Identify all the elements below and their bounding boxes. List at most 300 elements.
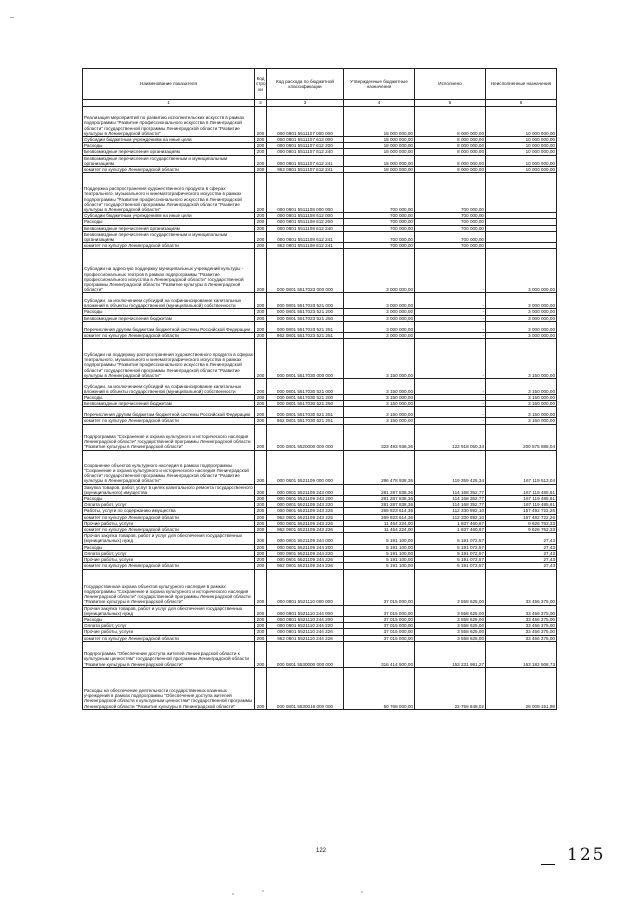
indicator-name-cell: Субсидии, за исключением субсидий на софинансирование капитальных вложений в объекты государственной (муниципальной) собственности	[83, 379, 255, 395]
classification-code-cell: 962 0801 5521109 244 226	[267, 563, 344, 569]
unexecuted-amount-cell: 3 150 000,00	[486, 379, 557, 395]
table-header-row	[83, 69, 557, 100]
classification-code-cell: 000 0801 5517030 521 000	[267, 379, 344, 395]
executed-amount-cell: 700 000,00	[415, 219, 486, 225]
indicator-name-cell: Безвозмездные перечисления организациям	[83, 225, 255, 231]
executed-amount-cell: -	[415, 395, 486, 401]
indicator-name-cell: Расходы	[83, 395, 255, 401]
margin-mark: ‒	[10, 14, 14, 21]
unexecuted-amount-cell: 10 000 000,00	[486, 155, 557, 166]
indicator-name-cell: Субсидии, за исключением субсидий на софинансирование капитальных вложений в объекты государственной (муниципальной) собственности	[83, 293, 255, 309]
classification-code-cell: 000 0801 5520000 000 000	[267, 424, 344, 450]
classification-code-cell: 000 0801 5517023 521 251	[267, 321, 344, 332]
approved-amount-cell: 3 000 000,00	[344, 249, 415, 293]
approved-amount-cell: 18 000 000,00	[344, 155, 415, 166]
column-number: 6	[486, 100, 557, 107]
executed-amount-cell: 3 558 625,00	[415, 635, 486, 641]
executed-amount-cell: 8 000 000,00	[415, 137, 486, 143]
approved-amount-cell: 3 150 000,00	[344, 339, 415, 379]
approved-amount-cell: 700 000,00	[344, 173, 415, 213]
line-code-cell: 200	[255, 520, 267, 526]
scan-speck	[232, 893, 234, 895]
table-row	[83, 107, 557, 137]
classification-code-cell: 962 0801 5517023 521 251	[267, 332, 344, 338]
line-code-cell: 200	[255, 496, 267, 502]
indicator-name-cell: Оплата работ, услуг	[83, 623, 255, 629]
classification-code-cell: 000 0801 5511107 000 000	[267, 107, 344, 137]
classification-code-cell: 000 0801 5511108 612 240	[267, 225, 344, 231]
indicator-name-cell: Субсидии на поддержку распространения художественного продукта в сферах театрального, музыкального и кинематографического искусства в рамках подпрограммы "Развитие профессионального искусства в Ленинградской области" государственной программы Ленинградской области "Развитие культуры в Ленинградской области"	[83, 339, 255, 379]
executed-amount-cell: -	[415, 293, 486, 309]
column-number: 5	[415, 100, 486, 107]
approved-amount-cell: 18 000 000,00	[344, 143, 415, 149]
approved-amount-cell: 5 191 100,00	[344, 533, 415, 544]
classification-code-cell: 000 0801 5521109 243 226	[267, 520, 344, 526]
executed-amount-cell: 700 000,00	[415, 213, 486, 219]
indicator-name-cell: Расходы	[83, 616, 255, 622]
executed-amount-cell: 119 359 425,34	[415, 450, 486, 484]
indicator-name-cell: комитет по культуре Ленинградской области	[83, 563, 255, 569]
line-code-cell: 200	[255, 667, 267, 709]
unexecuted-amount-cell: 200 575 888,04	[486, 424, 557, 450]
column-number: 2	[255, 100, 267, 107]
unexecuted-amount-cell: 3 000 000,00	[486, 321, 557, 332]
executed-amount-cell: 700 000,00	[415, 231, 486, 242]
executed-amount-cell: 112 330 892,10	[415, 508, 486, 514]
approved-amount-cell: 3 150 000,00	[344, 379, 415, 395]
line-code-cell: 200	[255, 143, 267, 149]
indicator-name-cell: Работы, услуги по содержанию имущества	[83, 508, 255, 514]
line-code-cell: 200	[255, 225, 267, 231]
approved-amount-cell: 5 191 100,00	[344, 544, 415, 550]
line-code-cell: 200	[255, 407, 267, 418]
unexecuted-amount-cell: 3 150 000,00	[486, 418, 557, 424]
indicator-name-cell: Поддержка распространения художественного продукта в сферах театрального, музыкального и кинематографического искусства в рамках подпрограммы "Развитие профессионального искусства в Ленинградской области" государственной программы Ленинградской области "Развитие культуры в Ленинградской области"	[83, 173, 255, 213]
table-row	[83, 293, 557, 309]
approved-amount-cell: 18 000 000,00	[344, 137, 415, 143]
classification-code-cell: 000 0801 5521109 243 000	[267, 484, 344, 495]
classification-code-cell: 000 0801 5521109 243 200	[267, 496, 344, 502]
table-row	[83, 484, 557, 495]
classification-code-cell: 000 0801 5517023 521 250	[267, 315, 344, 321]
unexecuted-amount-cell: 3 150 000,00	[486, 339, 557, 379]
unexecuted-amount-cell: 33 456 375,00	[486, 616, 557, 622]
table-row	[83, 249, 557, 293]
unexecuted-amount-cell: 10 000 000,00	[486, 167, 557, 173]
approved-amount-cell: 5 191 100,00	[344, 550, 415, 556]
indicator-name-cell: Безвозмездные перечисления бюджетам	[83, 315, 255, 321]
indicator-name-cell: Прочие работы, услуги	[83, 557, 255, 563]
executed-amount-cell: -	[415, 315, 486, 321]
unexecuted-amount-cell: 3 000 000,00	[486, 315, 557, 321]
classification-code-cell: 000 0801 5511108 612 241	[267, 231, 344, 242]
classification-code-cell: 000 0801 5517030 521 200	[267, 395, 344, 401]
approved-amount-cell: 18 000 000,00	[344, 107, 415, 137]
line-code-cell: 200	[255, 173, 267, 213]
line-code-cell: 200	[255, 418, 267, 424]
approved-amount-cell: 3 000 000,00	[344, 293, 415, 309]
executed-amount-cell: -	[415, 407, 486, 418]
unexecuted-amount-cell: 10 000 000,00	[486, 143, 557, 149]
unexecuted-amount-cell: 167 119 485,61	[486, 502, 557, 508]
table-row	[83, 424, 557, 450]
line-code-cell: 200	[255, 219, 267, 225]
line-code-cell: 200	[255, 605, 267, 616]
executed-amount-cell: 3 558 625,00	[415, 629, 486, 635]
classification-code-cell: 000 0801 5521110 244 200	[267, 616, 344, 622]
executed-amount-cell: -	[415, 401, 486, 407]
unexecuted-amount-cell: 10 000 000,00	[486, 137, 557, 143]
executed-amount-cell: -	[415, 332, 486, 338]
unexecuted-amount-cell: 3 000 000,00	[486, 309, 557, 315]
approved-amount-cell: 3 000 000,00	[344, 309, 415, 315]
approved-amount-cell: 11 464 224,00	[344, 527, 415, 533]
line-code-cell: 200	[255, 155, 267, 166]
classification-code-cell: 000 0801 5517023 521 200	[267, 309, 344, 315]
executed-amount-cell: 3 558 625,00	[415, 605, 486, 616]
indicator-name-cell: Закупка товаров, работ, услуг в целях капитального ремонта государственного (муниципального) имущества	[84, 484, 253, 495]
classification-code-cell: 962 0801 5511107 612 241	[267, 167, 344, 173]
header-classification-code: Код расхода по бюджетной классификации	[267, 69, 344, 100]
classification-code-cell: 000 0801 5521110 244 226	[267, 629, 344, 635]
unexecuted-amount-cell: 167 119 513,04	[486, 450, 557, 484]
approved-amount-cell: 37 015 000,00	[344, 569, 415, 605]
classification-code-cell: 000 0801 5521109 000 000	[267, 450, 344, 484]
line-code-cell: 200	[255, 563, 267, 569]
unexecuted-amount-cell: 27,43	[486, 533, 557, 544]
approved-amount-cell: 18 000 000,00	[344, 149, 415, 155]
classification-code-cell: 962 0801 5511108 612 241	[267, 243, 344, 249]
classification-code-cell: 000 0801 5517030 521 250	[267, 401, 344, 407]
unexecuted-amount-cell: 3 000 000,00	[486, 332, 557, 338]
indicator-name-cell: Государственная охрана объектов культурного наследия в рамках подпрограммы "Сохранение и охрана культурного и исторического наследия Ленинградской области" государственной программы Ленинградской области "Развитие культуры в Ленинградской области"	[83, 569, 255, 605]
classification-code-cell: 000 0801 5511107 612 200	[267, 143, 344, 149]
table-row	[83, 569, 557, 605]
indicator-name-cell: Перечисления другим бюджетам бюджетной системы Российской Федерации	[83, 407, 255, 418]
approved-amount-cell: 5 191 100,00	[344, 563, 415, 569]
line-code-cell: 200	[255, 321, 267, 332]
unexecuted-amount-cell: 9 626 763,33	[486, 520, 557, 526]
indicator-name-cell: комитет по культуре Ленинградской области	[83, 635, 255, 641]
indicator-name-cell: Расходы	[83, 309, 255, 315]
unexecuted-amount-cell: 157 492 722,26	[486, 508, 557, 514]
page-number: 122	[316, 848, 327, 854]
indicator-name-cell: комитет по культуре Ленинградской области	[83, 167, 255, 173]
column-number: 4	[344, 100, 415, 107]
executed-amount-cell: -	[415, 249, 486, 293]
unexecuted-amount-cell: 33 456 375,00	[486, 635, 557, 641]
line-code-cell: 200	[255, 107, 267, 137]
indicator-name-cell: Прочие работы, услуги	[83, 520, 255, 526]
classification-code-cell: 000 0801 5530000 000 000	[267, 641, 344, 667]
line-code-cell: 200	[255, 550, 267, 556]
approved-amount-cell: 700 000,00	[344, 243, 415, 249]
approved-amount-cell: 269 823 614,36	[344, 508, 415, 514]
line-code-cell: 200	[255, 616, 267, 622]
unexecuted-amount-cell	[486, 173, 557, 213]
indicator-name-cell: Подпрограмма "Сохранение и охрана культурного и исторического наследия Ленинградской области" государственной программы Ленинградской области "Развитие культуры в Ленинградской области"	[83, 424, 255, 450]
classification-code-cell: 000 0801 5511107 612 241	[267, 155, 344, 166]
unexecuted-amount-cell: 3 150 000,00	[486, 401, 557, 407]
indicator-name-cell: комитет по культуре Ленинградской области	[83, 418, 255, 424]
executed-amount-cell: 8 000 000,00	[415, 155, 486, 166]
indicator-name-cell: комитет по культуре Ленинградской области	[83, 514, 255, 520]
executed-amount-cell: 3 558 625,00	[415, 616, 486, 622]
classification-code-cell: 962 0801 5517030 521 251	[267, 418, 344, 424]
table-row	[83, 605, 557, 616]
line-code-cell: 200	[255, 484, 267, 495]
executed-amount-cell: 3 558 625,00	[415, 623, 486, 629]
executed-amount-cell: 5 191 072,57	[415, 533, 486, 544]
header-indicator-name: Наименование показателя	[83, 69, 255, 100]
approved-amount-cell: 3 150 000,00	[344, 418, 415, 424]
unexecuted-amount-cell: 167 119 485,61	[486, 484, 557, 495]
executed-amount-cell: -	[415, 321, 486, 332]
classification-code-cell: 000 0801 5521109 244 000	[267, 533, 344, 544]
indicator-name-cell: Оплата работ, услуг	[83, 502, 255, 508]
indicator-name-cell: Безвозмездные перечисления государственным и муниципальным организациям	[83, 231, 255, 242]
indicator-name-cell: Субсидии на адресную поддержку муниципальных учреждений культуры - профессиональных театров в рамках подпрограммы "Развитие профессионального искусства в Ленинградской области" государственной программы Ленинградской области "Развитие культуры в Ленинградской области"	[83, 249, 255, 293]
line-code-cell: 200	[255, 293, 267, 309]
approved-amount-cell: 5 191 100,00	[344, 557, 415, 563]
executed-amount-cell: 8 000 000,00	[415, 167, 486, 173]
classification-code-cell: 000 0801 5511108 612 000	[267, 213, 344, 219]
indicator-name-cell: Расходы	[83, 496, 255, 502]
indicator-name-cell: Подпрограмма "Обеспечение доступа жителей Ленинградской области к культурным ценностям" государственной программы Ленинградской области "Развитие культуры в Ленинградской области"	[83, 641, 255, 667]
table-row	[83, 641, 557, 667]
line-code-cell: 200	[255, 450, 267, 484]
executed-amount-cell: 8 000 000,00	[415, 143, 486, 149]
line-code-cell: 200	[255, 249, 267, 293]
indicator-name-cell: Расходы на обеспечение деятельности государственных казенных учреждений в рамках подпрограммы "Обеспечение доступа жителей Ленинградской области к культурным ценностям" государственной программы Ленинградской области "Развитие культуры в Ленинградской области"	[83, 667, 255, 709]
unexecuted-amount-cell: 33 456 375,00	[486, 605, 557, 616]
executed-amount-cell: 700 000,00	[415, 173, 486, 213]
stamp-underline	[541, 864, 555, 865]
approved-amount-cell: 286 478 938,36	[344, 450, 415, 484]
executed-amount-cell: 5 191 072,57	[415, 557, 486, 563]
executed-amount-cell: 700 000,00	[415, 225, 486, 231]
approved-amount-cell: 700 000,00	[344, 219, 415, 225]
classification-code-cell: 000 0801 5521109 244 200	[267, 544, 344, 550]
approved-amount-cell: 281 287 838,36	[344, 484, 415, 495]
indicator-name-cell: Расходы	[83, 219, 255, 225]
indicator-name-cell: Реализация мероприятий по развитию исполнительских искусств в рамках подпрограммы "Развитие профессионального искусства в Ленинградской области" государственной программы Ленинградской области "Развитие культуры в Ленинградской области"	[83, 107, 255, 137]
classification-code-cell: 000 0801 5517030 521 251	[267, 407, 344, 418]
line-code-cell: 200	[255, 243, 267, 249]
unexecuted-amount-cell: 27,43	[486, 550, 557, 556]
line-code-cell: 200	[255, 557, 267, 563]
line-code-cell: 200	[255, 533, 267, 544]
indicator-name-cell: Безвозмездные перечисления государственным и муниципальным организациям	[83, 155, 255, 166]
indicator-name-cell: Прочая закупка товаров, работ и услуг для обеспечения государственных (муниципальных) нужд	[83, 533, 255, 544]
executed-amount-cell: 122 918 050,34	[415, 424, 486, 450]
approved-amount-cell: 316 414 500,00	[344, 641, 415, 667]
table-row	[83, 321, 557, 332]
line-code-cell: 200	[255, 379, 267, 395]
approved-amount-cell: 3 000 000,00	[344, 332, 415, 338]
indicator-name-cell: Расходы	[83, 544, 255, 550]
executed-amount-cell: 153 231 991,27	[415, 641, 486, 667]
indicator-name-cell: комитет по культуре Ленинградской области	[83, 243, 255, 249]
unexecuted-amount-cell: 9 626 763,33	[486, 527, 557, 533]
line-code-cell: 200	[255, 309, 267, 315]
scan-speck	[361, 891, 363, 893]
classification-code-cell: 000 0801 5521110 000 000	[267, 569, 344, 605]
report-sheet	[82, 68, 556, 847]
executed-amount-cell: 114 168 352,77	[415, 484, 486, 495]
executed-amount-cell: 114 168 352,77	[415, 502, 486, 508]
line-code-cell: 200	[255, 332, 267, 338]
unexecuted-amount-cell: 27,43	[486, 563, 557, 569]
classification-code-cell: 000 0801 5511107 612 240	[267, 149, 344, 155]
executed-amount-cell: 22 758 848,02	[415, 667, 486, 709]
indicator-name-cell: Безвозмездные перечисления бюджетам	[83, 401, 255, 407]
indicator-name-cell: Безвозмездные перечисления организациям	[83, 149, 255, 155]
line-code-cell: 200	[255, 623, 267, 629]
line-code-cell: 200	[255, 641, 267, 667]
executed-amount-cell: 5 191 072,57	[415, 544, 486, 550]
approved-amount-cell: 3 000 000,00	[344, 315, 415, 321]
approved-amount-cell: 3 150 000,00	[344, 407, 415, 418]
unexecuted-amount-cell: 3 000 000,00	[486, 249, 557, 293]
line-code-cell: 200	[255, 137, 267, 143]
classification-code-cell: 000 0801 5521109 243 220	[267, 502, 344, 508]
classification-code-cell: 000 0801 5530016 000 000	[267, 667, 344, 709]
line-code-cell: 200	[255, 502, 267, 508]
unexecuted-amount-cell: 10 000 000,00	[486, 107, 557, 137]
approved-amount-cell: 700 000,00	[344, 225, 415, 231]
column-number-row	[83, 100, 557, 107]
classification-code-cell: 000 0801 5521109 244 220	[267, 550, 344, 556]
classification-code-cell: 962 0801 5521109 243 225	[267, 514, 344, 520]
unexecuted-amount-cell: 3 150 000,00	[486, 395, 557, 401]
header-approved: Утвержденные бюджетные назначения	[344, 69, 415, 100]
table-row	[83, 533, 557, 544]
indicator-name-cell: Прочая закупка товаров, работ и услуг для обеспечения государственных (муниципальных) нужд	[83, 605, 255, 616]
table-row	[83, 173, 557, 213]
classification-code-cell: 000 0801 5517023 521 000	[267, 293, 344, 309]
executed-amount-cell: 114 168 352,77	[415, 496, 486, 502]
executed-amount-cell: 5 191 072,57	[415, 563, 486, 569]
unexecuted-amount-cell: 157 492 722,26	[486, 514, 557, 520]
table-row	[83, 667, 557, 709]
approved-amount-cell: 323 493 938,36	[344, 424, 415, 450]
approved-amount-cell: 37 015 000,00	[344, 605, 415, 616]
executed-amount-cell: -	[415, 379, 486, 395]
line-code-cell: 200	[255, 527, 267, 533]
header-executed: Исполнено	[415, 69, 486, 100]
classification-code-cell: 000 0801 5521109 243 225	[267, 508, 344, 514]
unexecuted-amount-cell	[486, 231, 557, 242]
unexecuted-amount-cell: 3 000 000,00	[486, 293, 557, 309]
header-unexecuted: Неисполненные назначения	[486, 69, 557, 100]
indicator-name-cell: Субсидии бюджетным учреждениям на иные цели	[83, 137, 255, 143]
classification-code-cell: 962 0801 5521109 243 226	[267, 527, 344, 533]
approved-amount-cell: 269 823 614,36	[344, 514, 415, 520]
classification-code-cell: 000 0801 5517030 000 000	[267, 339, 344, 379]
line-code-cell: 200	[255, 629, 267, 635]
executed-amount-cell: -	[415, 418, 486, 424]
line-code-cell: 200	[255, 339, 267, 379]
unexecuted-amount-cell: 33 456 375,00	[486, 629, 557, 635]
line-code-cell: 200	[255, 569, 267, 605]
executed-amount-cell: -	[415, 339, 486, 379]
unexecuted-amount-cell: 3 150 000,00	[486, 407, 557, 418]
table-row	[83, 155, 557, 166]
indicator-name-cell: комитет по культуре Ленинградской области	[83, 332, 255, 338]
indicator-name-cell: Прочие работы, услуги	[83, 629, 255, 635]
line-code-cell: 200	[255, 395, 267, 401]
line-code-cell: 200	[255, 514, 267, 520]
executed-amount-cell: 112 330 892,10	[415, 514, 486, 520]
unexecuted-amount-cell: 28 009 151,98	[486, 667, 557, 709]
unexecuted-amount-cell: 27,43	[486, 544, 557, 550]
table-row	[83, 231, 557, 242]
budget-execution-table	[82, 68, 557, 710]
classification-code-cell: 000 0801 5521110 244 000	[267, 605, 344, 616]
unexecuted-amount-cell: 10 000 000,00	[486, 149, 557, 155]
line-code-cell: 200	[255, 213, 267, 219]
line-code-cell: 200	[255, 167, 267, 173]
header-line-code: Код стро ки	[255, 69, 267, 100]
classification-code-cell: 000 0801 5521110 244 220	[267, 623, 344, 629]
indicator-name-cell: Сохранение объектов культурного наследия в рамках подпрограммы "Сохранение и охрана культурного и исторического наследия Ленинградской области" государственной программы Ленинградской области "Развитие культуры в Ленинградской области"	[83, 450, 255, 484]
unexecuted-amount-cell: 33 456 375,00	[486, 623, 557, 629]
line-code-cell: 200	[255, 231, 267, 242]
classification-code-cell: 000 0801 5517023 000 000	[267, 249, 344, 293]
table-body	[83, 107, 557, 710]
executed-amount-cell: 700 000,00	[415, 243, 486, 249]
executed-amount-cell: 8 000 000,00	[415, 149, 486, 155]
table-row	[83, 450, 557, 484]
line-code-cell: 200	[255, 508, 267, 514]
indicator-name-cell: Перечисления другим бюджетам бюджетной системы Российской Федерации	[83, 321, 255, 332]
unexecuted-amount-cell: 33 456 375,00	[486, 569, 557, 605]
approved-amount-cell: 11 464 224,00	[344, 520, 415, 526]
unexecuted-amount-cell: 27,43	[486, 557, 557, 563]
scan-speck	[262, 890, 264, 892]
line-code-cell: 200	[255, 544, 267, 550]
approved-amount-cell: 37 015 000,00	[344, 623, 415, 629]
line-code-cell: 200	[255, 315, 267, 321]
line-code-cell: 200	[255, 149, 267, 155]
executed-amount-cell: 3 558 625,00	[415, 569, 486, 605]
approved-amount-cell: 3 150 000,00	[344, 401, 415, 407]
classification-code-cell: 000 0801 5511108 000 000	[267, 173, 344, 213]
executed-amount-cell: 1 837 460,67	[415, 527, 486, 533]
line-code-cell: 200	[255, 635, 267, 641]
classification-code-cell: 962 0801 5521110 244 226	[267, 635, 344, 641]
executed-amount-cell: 1 837 460,67	[415, 520, 486, 526]
column-number: 1	[83, 100, 255, 107]
executed-amount-cell: 5 191 072,57	[415, 550, 486, 556]
unexecuted-amount-cell: 163 182 508,73	[486, 641, 557, 667]
approved-amount-cell: 37 015 000,00	[344, 629, 415, 635]
approved-amount-cell: 281 287 838,36	[344, 496, 415, 502]
indicator-name-cell: Расходы	[83, 143, 255, 149]
executed-amount-cell: 8 000 000,00	[415, 107, 486, 137]
classification-code-cell: 000 0801 5511107 612 000	[267, 137, 344, 143]
approved-amount-cell: 50 768 000,00	[344, 667, 415, 709]
classification-code-cell: 000 0801 5521109 244 226	[267, 557, 344, 563]
unexecuted-amount-cell: 167 119 485,61	[486, 496, 557, 502]
executed-amount-cell: -	[415, 309, 486, 315]
classification-code-cell: 000 0801 5511108 612 200	[267, 219, 344, 225]
approved-amount-cell: 700 000,00	[344, 213, 415, 219]
approved-amount-cell: 3 000 000,00	[344, 321, 415, 332]
approved-amount-cell: 37 015 000,00	[344, 635, 415, 641]
approved-amount-cell: 18 000 000,00	[344, 167, 415, 173]
